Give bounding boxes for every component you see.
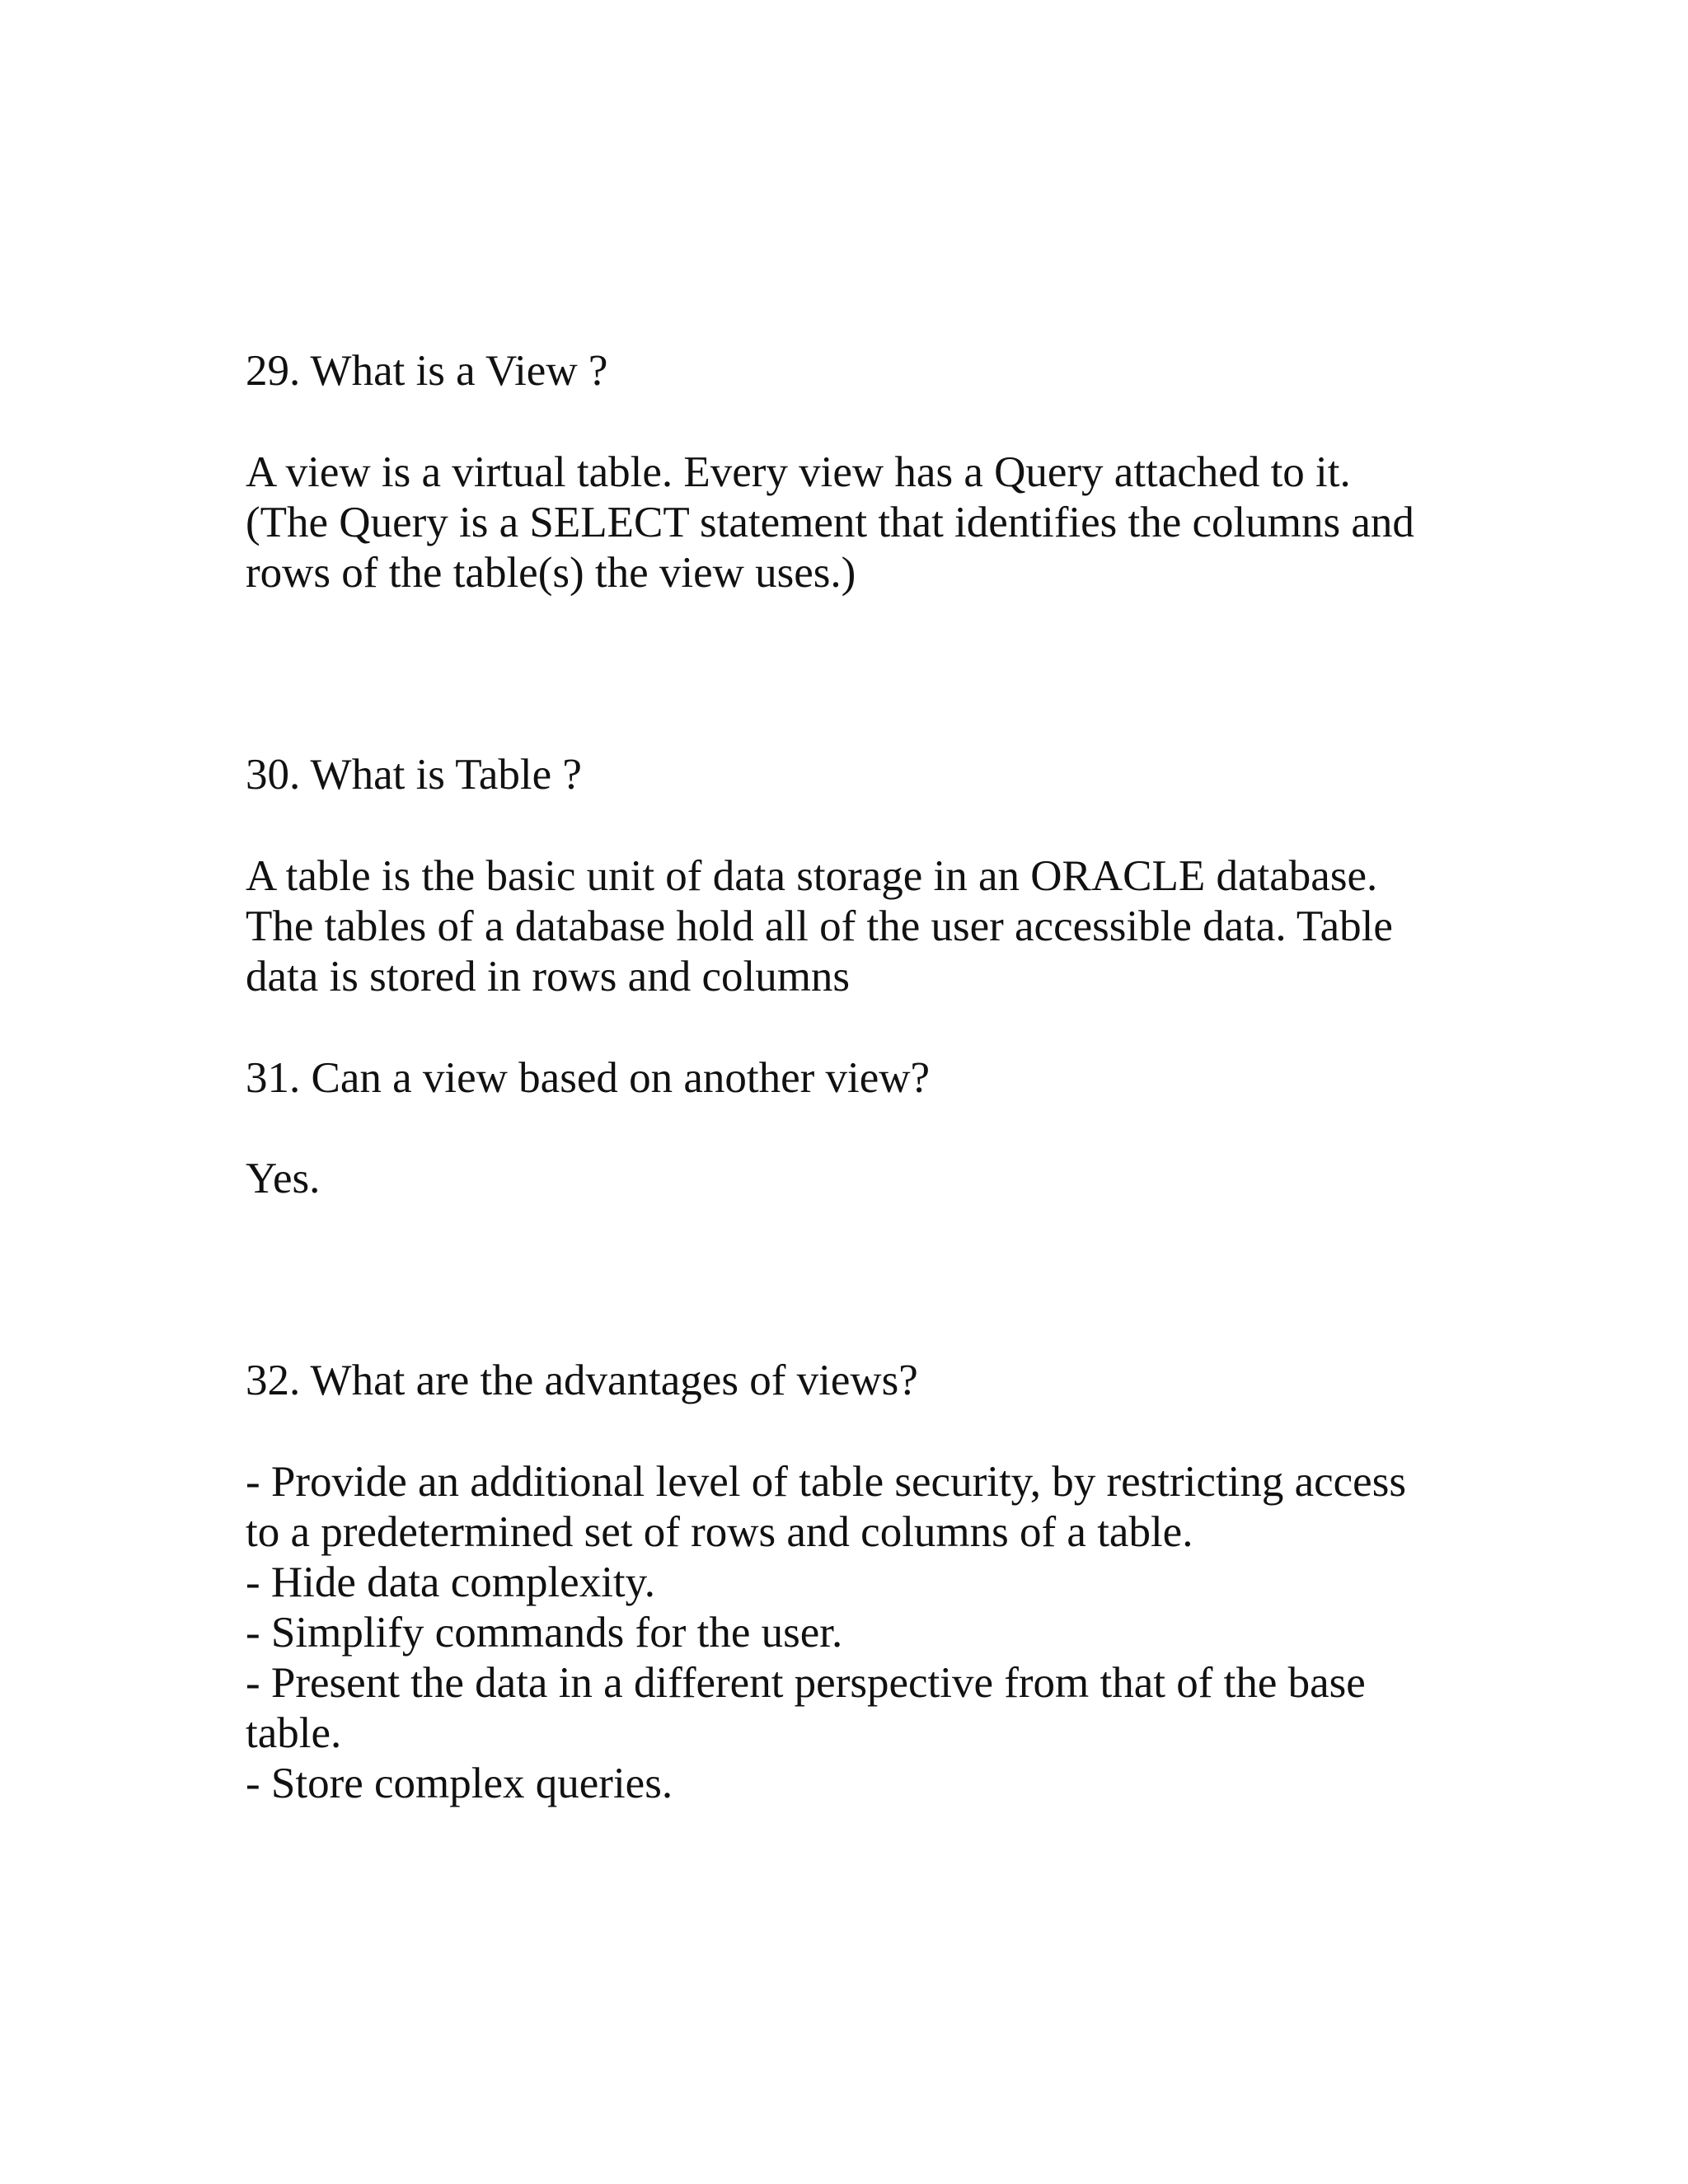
question-text: 30. What is Table ?	[246, 751, 582, 799]
answer-line: A view is a virtual table. Every view has a Query attached to it.	[246, 448, 1351, 496]
question-30	[246, 750, 1531, 800]
answer-line: - Store complex queries.	[246, 1760, 673, 1807]
question-32	[246, 1356, 1531, 1406]
answer-line: Yes.	[246, 1155, 321, 1202]
answer-30	[246, 851, 1531, 1002]
answer-line: - Simplify commands for the user.	[246, 1609, 843, 1657]
answer-31	[246, 1154, 1531, 1204]
answer-line: (The Query is a SELECT statement that identifies the columns and	[246, 499, 1414, 546]
answer-line: A table is the basic unit of data storage in an ORACLE database.	[246, 852, 1378, 900]
answer-29	[246, 448, 1531, 598]
question-text: 31. Can a view based on another view?	[246, 1054, 931, 1102]
answer-line: The tables of a database hold all of the user accessible data. Table	[246, 902, 1393, 950]
answer-32	[246, 1457, 1531, 1809]
answer-line: rows of the table(s) the view uses.)	[246, 549, 856, 597]
question-31	[246, 1053, 1531, 1104]
answer-line: to a predetermined set of rows and columns of a table.	[246, 1508, 1193, 1556]
answer-line: - Present the data in a different perspective from that of the base	[246, 1659, 1366, 1707]
answer-line: - Hide data complexity.	[246, 1558, 655, 1606]
answer-line: table.	[246, 1709, 342, 1757]
question-text: 29. What is a View ?	[246, 347, 608, 395]
question-text: 32. What are the advantages of views?	[246, 1357, 918, 1404]
answer-line: - Provide an additional level of table security, by restricting access	[246, 1458, 1406, 1506]
answer-line: data is stored in rows and columns	[246, 953, 851, 1001]
question-29	[246, 346, 1531, 396]
